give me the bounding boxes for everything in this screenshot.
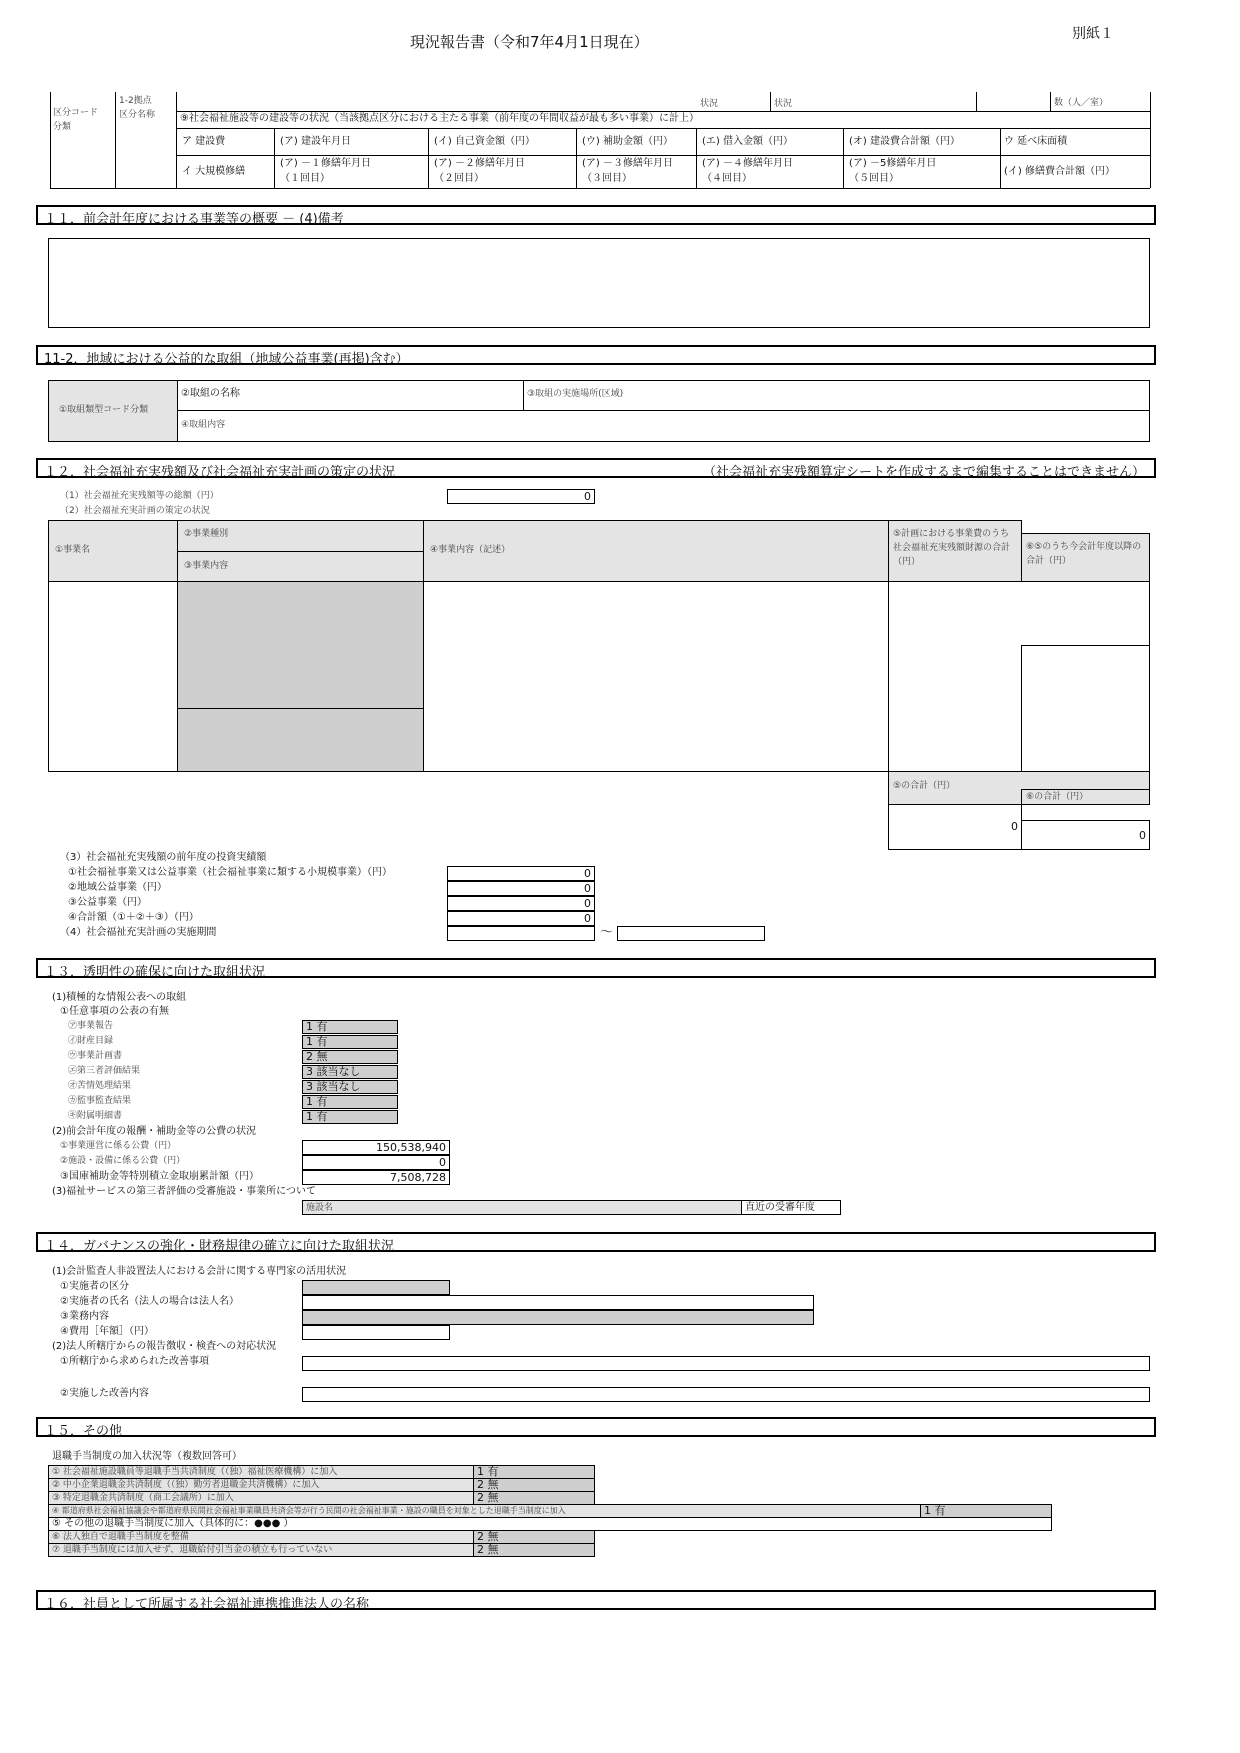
plan-h-naiyou-kind: ③事業内容 xyxy=(177,551,424,582)
row-i-label: イ 大規模修繕 xyxy=(182,166,246,177)
s13-p2-item3-value[interactable]: 7,508,728 xyxy=(302,1170,450,1185)
plan-sum5-value: 0 xyxy=(888,804,1022,850)
s13-p3-facility[interactable]: 施設名 xyxy=(302,1200,742,1215)
row-a-col6: ウ 延べ床面積 xyxy=(1004,136,1068,147)
s15-item2-select[interactable]: 2 無 xyxy=(473,1478,595,1492)
top-left-label2: 分類 xyxy=(53,122,72,132)
s13-item4-select[interactable]: 3 該当なし xyxy=(302,1065,398,1079)
section-14-header: １４．ガバナンスの強化・財務規律の確立に向けた取組状況 xyxy=(36,1232,1156,1252)
plan-cell-naiyou-kind[interactable] xyxy=(177,708,424,772)
row-i-col3a: (ア) －３修繕年月日 xyxy=(582,158,673,169)
row-i-col3b: （３回目） xyxy=(582,173,632,184)
row-a-col4: (エ) 借入金額（円） xyxy=(702,136,793,147)
s14-executor-name[interactable] xyxy=(302,1295,814,1310)
row-i-col4b: （４回目） xyxy=(702,173,752,184)
q2-label: （2）社会福祉充実計画の策定の状況 xyxy=(60,506,210,516)
s13-item7-label: ㋖附属明細書 xyxy=(68,1111,123,1121)
q3-item3-label: ③公益事業（円） xyxy=(68,897,147,908)
s13-p2-item2-label: ②施設・設備に係る公費（円） xyxy=(60,1156,186,1166)
s15-item2-label: ② 中小企業退職金共済制度（（独）勤労者退職金共済機構）に加入 xyxy=(48,1478,474,1492)
row-a-col1: (ア) 建設年月日 xyxy=(280,136,351,147)
s14-p2: (2)法人所轄庁からの報告徴収・検査への対応状況 xyxy=(52,1341,277,1352)
row-a-col3: (ウ) 補助金額（円） xyxy=(582,136,673,147)
row-i-col5a: (ア) －5修繕年月日 xyxy=(849,158,937,169)
section-13-header: １３．透明性の確保に向けた取組状況 xyxy=(36,958,1156,978)
top-mid-label1: 1-2拠点 xyxy=(119,96,152,106)
s13-p2-item1-value[interactable]: 150,538,940 xyxy=(302,1140,450,1155)
attachment-label: 別紙１ xyxy=(1072,26,1114,42)
s13-item7-select[interactable]: 1 有 xyxy=(302,1110,398,1124)
q3-item1-value[interactable]: 0 xyxy=(447,866,595,881)
s14-p1-item1-label: ①実施者の区分 xyxy=(60,1281,129,1292)
s15-item7-select[interactable]: 2 無 xyxy=(473,1543,595,1557)
s15-item1-select[interactable]: 1 有 xyxy=(473,1465,595,1479)
s13-p2-item3-label: ③国庫補助金等特別積立金取崩累計額（円） xyxy=(60,1171,259,1182)
q3-item1-label: ①社会福祉事業又は公益事業（社会福祉事業に類する小規模事業）（円） xyxy=(68,867,392,878)
s14-annual-cost[interactable] xyxy=(302,1325,450,1340)
cell-place-label: ③取組の実施場所(区域) xyxy=(523,380,1150,411)
s13-p2-item2-value[interactable]: 0 xyxy=(302,1155,450,1170)
s15-item3-label: ③ 特定退職金共済制度（商工会議所）に加入 xyxy=(48,1491,474,1505)
plan-h-jigyo: ①事業名 xyxy=(48,520,178,582)
s15-item5-input[interactable]: ⑤ その他の退職手当制度に加入（具体的に：●●● ） xyxy=(48,1517,1052,1531)
section-12-header: １２．社会福祉充実残額及び社会福祉充実計画の策定の状況 （社会福祉充実残額算定シートを作成するまで編集することはできません） xyxy=(36,458,1156,478)
s13-item3-select[interactable]: 2 無 xyxy=(302,1050,398,1064)
s13-p1-sub: ①任意事項の公表の有無 xyxy=(60,1006,169,1017)
period-tilde: ～ xyxy=(600,925,614,940)
s13-p2: (2)前会計年度の報酬・補助金等の公費の状況 xyxy=(52,1126,257,1137)
s14-p2-item1-label: ①所轄庁から求められた改善事項 xyxy=(60,1356,209,1367)
q4-label: （4）社会福祉充実計画の実施期間 xyxy=(60,927,217,938)
top-frag3: 数（人／室） xyxy=(1054,98,1109,108)
s15-sub: 退職手当制度の加入状況等（複数回答可） xyxy=(52,1451,242,1462)
s13-item1-select[interactable]: 1 有 xyxy=(302,1020,398,1034)
period-start-input[interactable] xyxy=(447,926,595,941)
row-i-col2b: （２回目） xyxy=(434,173,484,184)
section-16-header: １６．社員として所属する社会福祉連携推進法人の名称 xyxy=(36,1590,1156,1610)
s13-p3-year[interactable]: 直近の受審年度 xyxy=(741,1200,841,1215)
section-11-header: １１．前会計年度における事業等の概要 － (4)備考 xyxy=(36,205,1156,225)
q3-item4-label: ④合計額（①＋②＋③）（円） xyxy=(68,912,199,923)
s13-item6-select[interactable]: 1 有 xyxy=(302,1095,398,1109)
row-a-col2: (イ) 自己資金額（円） xyxy=(434,136,535,147)
s15-item1-label: ① 社会福祉施設職員等退職手当共済制度（（独）福祉医療機構）に加入 xyxy=(48,1465,474,1479)
q1-value[interactable]: 0 xyxy=(447,489,595,504)
cell-type-code[interactable]: ①取組類型コード分類 xyxy=(48,380,178,442)
s15-item4-label: ④ 都道府県社会福祉協議会や都道府県民間社会福祉事業職員共済会等が行う民間の社会福祉事業・施設の職員を対象とした退職手当制度に加入 xyxy=(48,1504,921,1518)
s13-item2-select[interactable]: 1 有 xyxy=(302,1035,398,1049)
row-i-col2a: (ア) －２修繕年月日 xyxy=(434,158,525,169)
row-i-col6: (イ) 修繕費合計額（円） xyxy=(1004,166,1115,177)
row-a-label: ア 建設費 xyxy=(182,136,226,147)
top-mid-label2: 区分名称 xyxy=(119,110,156,120)
section-11-2-header: 11-2．地域における公益的な取組（地域公益事業(再掲)含む） xyxy=(36,345,1156,365)
remarks-textarea[interactable] xyxy=(48,238,1150,328)
s15-item7-label: ⑦ 退職手当制度には加入せず、退職給付引当金の積立も行っていない xyxy=(48,1543,474,1557)
cell-name-label: ②取組の名称 xyxy=(177,380,524,411)
row9-label: ⑨社会福祉施設等の建設等の状況（当該拠点区分における主たる事業（前年度の年間収益が最も多い事業）に計上） xyxy=(180,113,699,124)
s14-implemented-improvements[interactable] xyxy=(302,1387,1150,1402)
s13-p2-item1-label: ①事業運営に係る公費（円） xyxy=(60,1141,177,1151)
s14-p1: (1)会計監査人非設置法人における会計に関する専門家の活用状況 xyxy=(52,1266,347,1277)
s13-p1: (1)積極的な情報公表への取組 xyxy=(52,992,187,1003)
row-a-col5: (オ) 建設費合計額（円） xyxy=(849,136,960,147)
page-title: 現況報告書（令和7年4月1日現在） xyxy=(410,33,649,51)
q1-label: （1）社会福祉充実残額等の総額（円） xyxy=(60,491,219,501)
s15-item4-select[interactable]: 1 有 xyxy=(920,1504,1052,1518)
s14-p2-item2-label: ②実施した改善内容 xyxy=(60,1388,149,1399)
cell-content[interactable]: ④取組内容 xyxy=(177,410,1150,442)
s13-item4-label: ㋓第三者評価結果 xyxy=(68,1066,141,1076)
s14-required-improvements[interactable] xyxy=(302,1356,1150,1371)
row-i-col5b: （５回目） xyxy=(849,173,899,184)
q3-item3-value[interactable]: 0 xyxy=(447,896,595,911)
s14-p1-item4-label: ④費用［年額］（円） xyxy=(60,1326,154,1337)
s13-item2-label: ㋑財産目録 xyxy=(68,1036,114,1046)
s14-executor-type[interactable] xyxy=(302,1280,450,1295)
row-i-col1a: (ア) －１修繕年月日 xyxy=(280,158,371,169)
q3-title: （3）社会福祉充実残額の前年度の投資実績額 xyxy=(60,852,267,863)
plan-cell-shubetsu[interactable] xyxy=(177,581,424,709)
plan-h-naiyou: ④事業内容（記述） xyxy=(423,520,889,582)
section-15-header: １５．その他 xyxy=(36,1417,1156,1437)
plan-h-keikaku2: ⑥⑤のうち今会計年度以降の合計（円） xyxy=(1021,533,1150,582)
s13-item5-select[interactable]: 3 該当なし xyxy=(302,1080,398,1094)
s15-item6-label: ⑥ 法人独自で退職手当制度を整備 xyxy=(48,1530,474,1544)
row-i-col1b: （１回目） xyxy=(280,173,330,184)
plan-cell-amount2[interactable] xyxy=(1021,645,1150,772)
s13-item1-label: ㋐事業報告 xyxy=(68,1021,114,1031)
s15-item3-select[interactable]: 2 無 xyxy=(473,1491,595,1505)
top-frag1: 状況 xyxy=(700,99,719,109)
plan-cell-jigyo[interactable] xyxy=(48,581,178,772)
s13-item6-label: ㋕監事監査結果 xyxy=(68,1096,132,1106)
q3-item2-label: ②地域公益事業（円） xyxy=(68,882,167,893)
plan-h-keikaku: ⑤計画における事業費のうち社会福祉充実残額財源の合計（円） xyxy=(888,520,1022,582)
plan-cell-naiyou[interactable] xyxy=(423,581,889,772)
plan-sum6-label: ⑥の合計（円） xyxy=(1021,789,1150,805)
s14-p1-item3-label: ③業務内容 xyxy=(60,1311,109,1322)
s14-p1-item2-label: ②実施者の氏名（法人の場合は法人名） xyxy=(60,1296,239,1307)
s15-item6-select[interactable]: 2 無 xyxy=(473,1530,595,1544)
plan-h-shubetsu: ②事業種別 xyxy=(177,520,424,552)
s13-item5-label: ㋔苦情処理結果 xyxy=(68,1081,132,1091)
s14-business-content[interactable] xyxy=(302,1310,814,1325)
s13-item3-label: ㋒事業計画書 xyxy=(68,1051,123,1061)
q3-item2-value[interactable]: 0 xyxy=(447,881,595,896)
row-i-col4a: (ア) －４修繕年月日 xyxy=(702,158,793,169)
top-frag2: 状況 xyxy=(774,99,793,109)
top-left-label1: 区分コード xyxy=(53,108,99,118)
plan-sum6-value: 0 xyxy=(1021,820,1150,850)
plan-sum-labels: ⑤の合計（円） xyxy=(888,771,1150,805)
period-end-input[interactable] xyxy=(617,926,765,941)
q3-item4-value[interactable]: 0 xyxy=(447,911,595,926)
s13-p3: (3)福祉サービスの第三者評価の受審施設・事業所について xyxy=(52,1186,316,1197)
